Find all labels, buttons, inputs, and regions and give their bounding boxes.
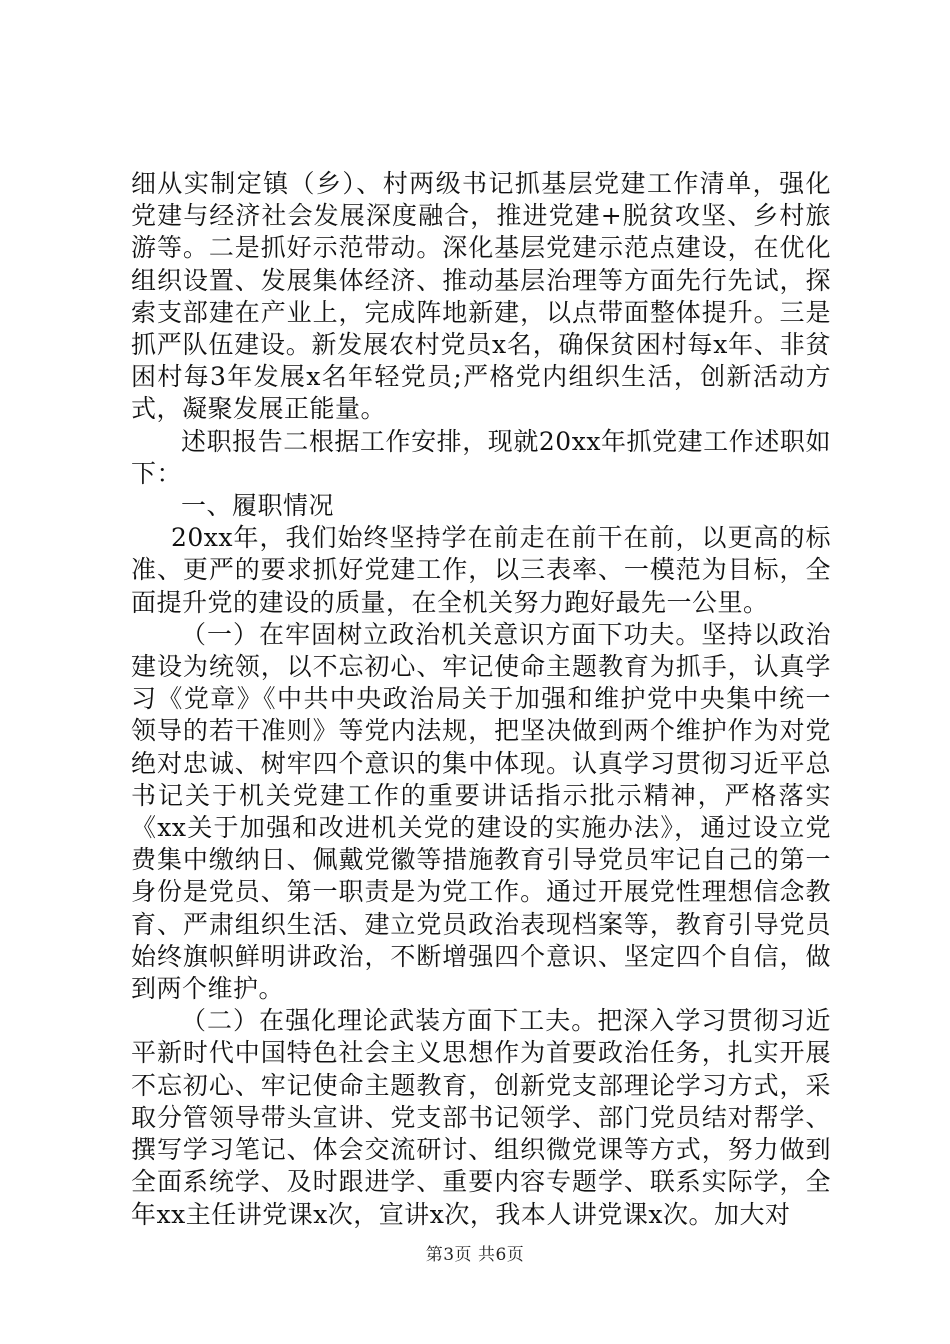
document-body: [131, 168, 831, 1231]
paragraph-continuation: 细从实制定镇（乡）、村两级书记抓基层党建工作清单，强化党建与经济社会发展深度融合，推进党建+脱贫攻坚、乡村旅游等。二是抓好示范带动。深化基层党建示范点建设，在优化组织设置、发展集体经济、推动基层治理等方面先行先试，探索支部建在产业上，完成阵地新建，以点带面整体提升。三是抓严队伍建设。新发展农村党员x名，确保贫困村每x年、非贫困村每3年发展x名年轻党员;严格党内组织生活，创新活动方式，凝聚发展正能量。: [131, 169, 831, 424]
page-number-footer: 第3页 共6页: [425, 1245, 525, 1265]
paragraph-report-two-intro: 述职报告二根据工作安排，现就20xx年抓党建工作述职如下：: [131, 426, 831, 488]
section-heading-duty-performance: 一、履职情况: [181, 491, 335, 521]
paragraph-political-awareness: （一）在牢固树立政治机关意识方面下功夫。坚持以政治建设为统领，以不忘初心、牢记使命主题教育为抓手，认真学习《党章》《中共中央政治局关于加强和维护党中央集中统一领导的若干准则》等党内法规，把坚决做到两个维护作为对党绝对忠诚、树牢四个意识的集中体现。认真学习贯彻习近平总书记关于机关党建工作的重要讲话指示批示精神，严格落实《xx关于加强和改进机关党的建设的实施办法》，通过设立党费集中缴纳日、佩戴党徽等措施教育引导党员牢记自己的第一身份是党员、第一职责是为党工作。通过开展党性理想信念教育、严肃组织生活、建立党员政治表现档案等，教育引导党员始终旗帜鲜明讲政治，不断增强四个意识、坚定四个自信，做到两个维护。: [131, 619, 831, 1004]
paragraph-overview: 20xx年，我们始终坚持学在前走在前干在前，以更高的标准、更严的要求抓好党建工作，以三表率、一模范为目标，全面提升党的建设的质量，在全机关努力跑好最先一公里。: [131, 523, 831, 617]
paragraph-theory-study: （二）在强化理论武装方面下工夫。把深入学习贯彻习近平新时代中国特色社会主义思想作为首要政治任务，扎实开展不忘初心、牢记使命主题教育，创新党支部理论学习方式，采取分管领导带头宣讲、党支部书记领学、部门党员结对帮学、撰写学习笔记、体会交流研讨、组织微党课等方式，努力做到全面系统学、及时跟进学、重要内容专题学、联系实际学，全年xx主任讲党课x次，宣讲x次，我本人讲党课x次。加大对: [131, 1006, 831, 1229]
